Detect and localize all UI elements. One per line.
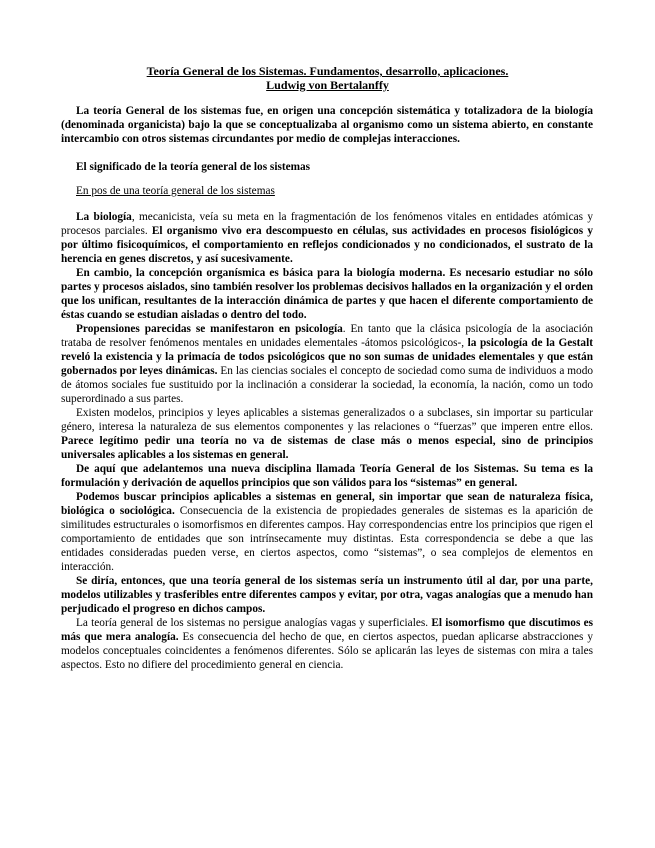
paragraph-3-text-b: En las ciencias sociales el concepto de sociedad como suma de individuos a modo de átomos sociales fue sustituido por la inclinación a considerar la sociedad, la economía, la nación, como un todo superordinado a sus partes. [61, 365, 594, 405]
paragraph-1-bold-b: El organismo vivo era descompuesto en células, sus actividades en procesos fisiológicos y por último fisicoquímicos, el comportamiento en reflejos condicionados y no condicionados, el sustrato de la herencia en genes discretos, y así sucesivamente. [61, 225, 593, 265]
document-author: Ludwig von Bertalanffy [266, 78, 389, 92]
document-title: Teoría General de los Sistemas. Fundamentos, desarrollo, aplicaciones. [146, 64, 509, 78]
paragraph-4-bold-b: Parece legítimo pedir una teoría no va de sistemas de clase más o menos especial, sino de principios universales aplicables a los sistemas en general. [61, 435, 593, 461]
paragraph-7 [61, 574, 593, 616]
paragraph-1 [61, 210, 593, 266]
paragraph-8-bold-b: El isomorfismo que discutimos es más que mera analogía. [61, 617, 593, 643]
paragraph-5 [61, 462, 593, 490]
paragraph-1-text-a: , mecanicista, veía su meta en la fragmentación de los fenómenos vitales en entidades atómicas y procesos parciales. [61, 211, 593, 237]
paragraph-6-bold-a: Podemos buscar principios aplicables a sistemas en general, sin importar que sean de naturaleza física, biológica o sociológica. [61, 491, 593, 517]
paragraph-3-text-a: . En tanto que la clásica psicología de la asociación trataba de resolver fenómenos mentales en unidades elementales -átomos psicológicos-, [61, 323, 594, 349]
document-title-block [0, 64, 655, 92]
paragraph-8-text-a: La teoría general de los sistemas no persigue analogías vagas y superficiales. [76, 617, 432, 629]
paragraph-6 [61, 490, 593, 574]
paragraph-4-text-a: Existen modelos, principios y leyes aplicables a sistemas generalizados o a subclases, sin importar su particular género, interesa la naturaleza de sus elementos componentes y las relaciones o “fuerzas” que imperen entre ellos. [61, 407, 593, 433]
paragraph-3-bold-b: la psicología de la Gestalt reveló la existencia y la primacía de todos psicológicos que no son sumas de unidades elementales y que están gobernados por leyes dinámicas. [61, 337, 593, 377]
paragraph-5-bold-a: De aquí que adelantemos una nueva disciplina llamada Teoría General de los Sistemas. Su tema es la formulación y derivación de aquellos principios que son válidos para los “sistemas” en general. [61, 463, 593, 489]
paragraph-2-bold-a: En cambio, la concepción organísmica es básica para la biología moderna. Es necesario estudiar no sólo partes y procesos aislados, sino también resolver los problemas decisivos hallados en la organización y el orden que los unifican, resultantes de la interacción dinámica de partes y que hacen el diferente comportamiento de éstas cuando se estudian aisladas o dentro del todo. [61, 267, 593, 321]
paragraph-1-bold-a: La biología [76, 211, 132, 223]
paragraph-8 [61, 616, 593, 672]
paragraph-3 [61, 322, 593, 406]
paragraph-3-bold-a: Propensiones parecidas se manifestaron en psicología [76, 323, 343, 335]
document-body [61, 104, 593, 672]
section-heading: El significado de la teoría general de los sistemas [76, 161, 311, 173]
paragraph-7-bold-a: Se diría, entonces, que una teoría general de los sistemas sería un instrumento útil al dar, por una parte, modelos utilizables y trasferibles entre diferentes campos y evitar, por otra, vagas analogías que a menudo han perjudicado el progreso en dichos campos. [61, 575, 593, 615]
lead-paragraph: La teoría General de los sistemas fue, en origen una concepción sistemática y totalizadora de la biología (denominada organicista) bajo la que se conceptualizaba al organismo como un sistema abierto, en constante intercambio con otros sistemas circundantes por medio de complejas interacciones. [61, 105, 593, 145]
paragraph-2 [61, 266, 593, 322]
subsection-heading: En pos de una teoría general de los sistemas [76, 185, 275, 197]
paragraph-8-text-b: Es consecuencia del hecho de que, en ciertos aspectos, puedan aplicarse abstracciones y modelos conceptuales coincidentes a fenómenos diferentes. Sólo se aplicarán las leyes de sistemas con mira a tales aspectos. Esto no difiere del procedimiento general en ciencia. [61, 631, 593, 671]
paragraph-6-text-a: Consecuencia de la existencia de propiedades generales de sistemas es la aparición de similitudes estructurales o isomorfismos en diferentes campos. Hay correspondencias entre los principios que rigen el comportamiento de entidades que son intrínsecamente muy distintas. Esta correspondencia se debe a que las entidades consideradas pueden verse, en ciertos aspectos, como “sistemas”, o sea complejos de elementos en interacción. [61, 505, 593, 573]
paragraph-4 [61, 406, 593, 462]
